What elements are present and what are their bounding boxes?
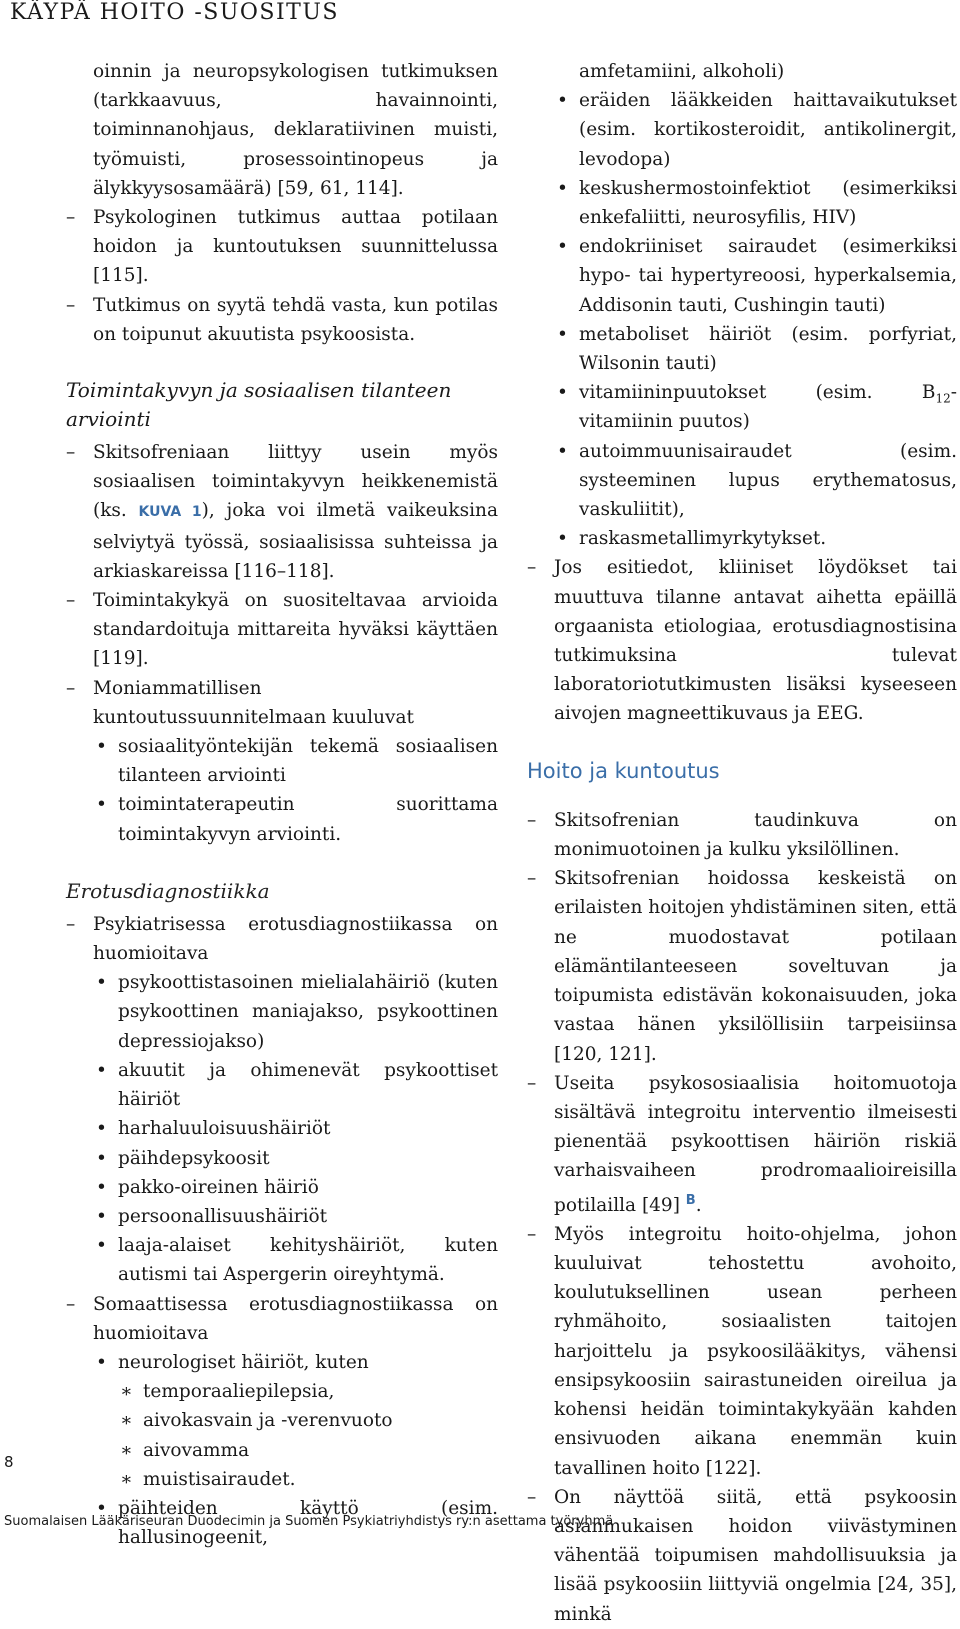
dash-item: – Psykiatrisessa erotusdiagnostiikassa on huomioitava [66,913,498,965]
right-column [527,57,957,1629]
bullet-item: • autoimmuunisairaudet (esim. systeeminen lupus erythematosus, vaskuliitit), [557,440,957,521]
evidence-grade-badge[interactable]: B [685,1192,696,1208]
bullet-item: • laaja-alaiset kehityshäiriöt, kuten autismi tai Aspergerin oireyhtymä. [96,1235,498,1286]
bullet-item: • akuutit ja ohimenevät psykoottiset häiriöt [96,1059,498,1111]
dash-item: – Skitsofreniaan liittyy usein myös sosiaalisen toimintakyvyn heikkenemistä (ks. KUVA 1), joka voi ilmetä vaikeuksina selviytyä työssä, sosiaalisissa suhteissa ja arkiaskareissa [116–118]. [66,442,499,582]
dash-item: – Somaattisessa erotusdiagnostiikassa on huomioitava [66,1293,498,1344]
dash-item: – Myös integroitu hoito-ohjelma, johon kuuluivat tehostettu avohoito, koulutuksellinen usean perheen ryhmähoito, sosiaalisten taitojen harjoittelu ja psykoosilääkitys, vähensi ensipsykoosiin sairastuneiden oireilua ja kohensi heidän toimintakykyään kahden ensivuoden aikana enemmän kuin tavallinen hoito [122]. [527,1223,957,1479]
dash-item: – On näyttöä siitä, että psykoosin asianmukaisen hoidon viivästyminen vähentää toipumisen mahdollisuuksia ja lisää psykoosiin liittyviä ongelmia [24, 35], minkä [527,1486,957,1625]
dash-item: – Tutkimus on syytä tehdä vasta, kun potilas on toipunut akuutista psykoosista. [66,294,498,345]
dash-item: – Jos esitiedot, kliiniset löydökset tai muuttuva tilanne antavat aihetta epäillä orgaanista etiologiaa, erotusdiagnostisina tutkimuksina tulevat laboratoriotutkimusten lisäksi kyseeseen aivojen magneettikuvaus ja EEG. [527,557,957,725]
section-heading-differential-diagnosis: Erotusdiagnostiikka [66,878,270,903]
star-item: ∗ aivokasvain ja -verenvuoto [120,1410,393,1432]
star-item: ∗ muistisairaudet. [120,1468,296,1490]
star-item: ∗ aivovamma [120,1439,250,1461]
running-header: KÄYPÄ HOITO -SUOSITUS [10,0,339,25]
dash-item: – Useita psykososiaalisia hoitomuotoja sisältävä integroitu interventio ilmeisesti pienentää psykoottisen häiriön riskiä varhaisvaiheen prodromaalioireisilla potilailla [49] $^B$. [527,1072,957,1216]
bullet-item: • persoonallisuushäiriöt [96,1205,328,1227]
bullet-item: • eräiden lääkkeiden haittavaikutukset (esim. kortikosteroidit, antikolinergit, levodopa) [557,90,957,170]
section-heading-treatment: Hoito ja kuntoutus [527,758,720,783]
bullet-item: • keskushermostoinfektiot (esimerkiksi enkefaliitti, neurosyfilis, HIV) [557,177,957,229]
bullet-item: • endokriiniset sairaudet (esimerkiksi hypo- tai hypertyreoosi, hyperkalsemia, Addisonin tauti, Cushingin tauti) [557,236,957,316]
page-number: 8 [4,1453,14,1471]
bullet-continuation: amfetamiini, alkoholi) [579,61,785,82]
dash-item: – Moniammatillisen kuntoutussuunnitelmaan kuuluvat [66,677,414,728]
page-footer: Suomalaisen Lääkäriseuran Duodecimin ja Suomen Psykiatriyhdistys ry:n asettama työryhmä [4,1514,614,1529]
dash-item: – Psykologinen tutkimus auttaa potilaan hoidon ja kuntoutuksen suunnittelussa [115]. [66,207,498,287]
dash-item: – Toimintakykyä on suositeltavaa arvioida standardoituja mittareita hyväksi käyttäen [119]. [66,590,498,670]
figure-reference-link[interactable]: KUVA 1 [138,504,202,521]
bullet-item: • vitamiininpuutokset (esim. $B_{12}$-vitamiinin puutos) [557,382,957,433]
bullet-item: • metaboliset häiriöt (esim. porfyriat, Wilsonin tauti) [557,323,957,375]
bullet-item: • raskasmetallimyrkytykset. [557,528,827,550]
star-item: ∗ temporaaliepilepsia, [120,1381,335,1403]
bullet-item: • neurologiset häiriöt, kuten [96,1351,369,1373]
bullet-item: • päihteiden käyttö (esim. hallusinogeenit, [96,1497,498,1549]
bullet-item: • harhaluuloisuushäiriöt [96,1118,331,1140]
section-heading-functional-capacity: Toimintakyvyn ja sosiaalisen tilanteen arviointi [66,378,452,432]
bullet-item: • toimintaterapeutin suorittama toimintakyvyn arviointi. [96,794,498,845]
bullet-item: • pakko-oireinen häiriö [96,1176,319,1198]
bullet-item: • sosiaalityöntekijän tekemä sosiaalisen tilanteen arviointi [96,736,498,787]
continued-paragraph: oinnin ja neuropsykologisen tutkimuksen (tarkkaavuus, havainnointi, toiminnanohjaus, deklaratiivinen muisti, työmuisti, prosessointinopeus ja älykkyysosamäärä) [59, 61, 114]. [93,61,498,199]
bullet-item: • päihdepsykoosit [96,1147,270,1169]
bullet-item: • psykoottistasoinen mielialahäiriö (kuten psykoottinen maniajakso, psykoottinen depressiojakso) [96,972,498,1052]
dash-item: – Skitsofrenian hoidossa keskeistä on erilaisten hoitojen yhdistäminen siten, että ne muodostavat potilaan elämäntilanteeseen soveltuvan ja toipumista edistävän kokonaisuuden, joka vastaa hänen yksilöllisiin tarpeisiinsa [120, 121]. [527,868,957,1065]
left-column [66,57,498,1552]
dash-item: – Skitsofrenian taudinkuva on monimuotoinen ja kulku yksilöllinen. [527,809,957,861]
